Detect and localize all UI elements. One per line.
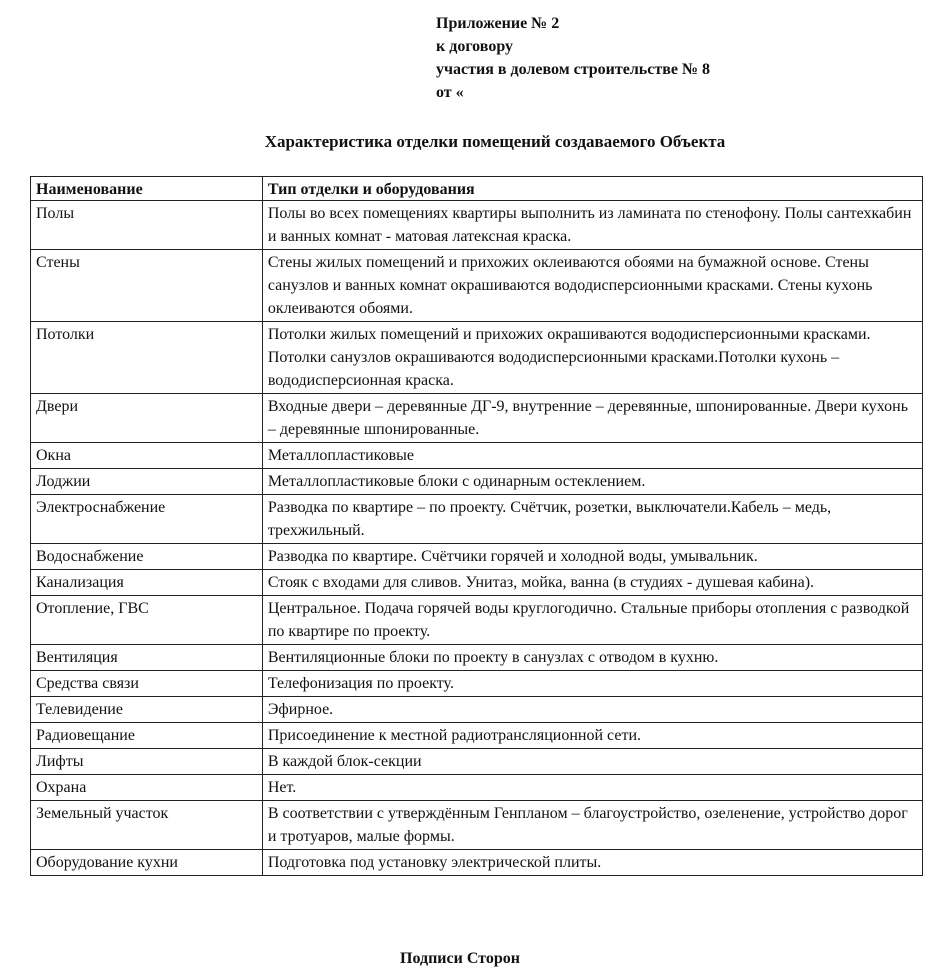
table-row: [31, 469, 923, 495]
appendix-header: [436, 12, 710, 104]
item-name-cell: Земельный участок: [31, 801, 263, 850]
finish-type-cell: Телефонизация по проекту.: [262, 671, 922, 697]
table-body: [31, 201, 923, 876]
finish-type-cell: Центральное. Подача горячей воды круглогодично. Стальные приборы отопления с разводкой по квартире по проекту.: [262, 596, 922, 645]
finish-type-cell: Разводка по квартире. Счётчики горячей и холодной воды, умывальник.: [262, 544, 922, 570]
finish-type-cell: Вентиляционные блоки по проекту в санузлах с отводом в кухню.: [262, 645, 922, 671]
column-header-name: Наименование: [31, 177, 263, 201]
item-name-cell: Оборудование кухни: [31, 850, 263, 876]
table-row: [31, 201, 923, 250]
table-row: [31, 697, 923, 723]
finish-type-cell: Полы во всех помещениях квартиры выполнить из ламината по стенофону. Полы сантехкабин и ванных комнат - матовая латексная краска.: [262, 201, 922, 250]
finishing-table: [30, 176, 923, 876]
appendix-number: Приложение № 2: [436, 15, 560, 32]
item-name-cell: Канализация: [31, 570, 263, 596]
table-row: [31, 250, 923, 322]
finish-type-cell: Металлопластиковые блоки с одинарным остеклением.: [262, 469, 922, 495]
table-row: [31, 544, 923, 570]
table-row: [31, 322, 923, 394]
column-header-finish-type: Тип отделки и оборудования: [262, 177, 922, 201]
table-row: [31, 570, 923, 596]
finish-type-cell: Присоединение к местной радиотрансляционной сети.: [262, 723, 922, 749]
item-name-cell: Охрана: [31, 775, 263, 801]
item-name-cell: Стены: [31, 250, 263, 322]
item-name-cell: Лифты: [31, 749, 263, 775]
item-name-cell: Отопление, ГВС: [31, 596, 263, 645]
item-name-cell: Потолки: [31, 322, 263, 394]
finish-type-cell: Подготовка под установку электрической плиты.: [262, 850, 922, 876]
table-row: [31, 749, 923, 775]
table-row: [31, 394, 923, 443]
table-row: [31, 443, 923, 469]
signatures-heading: Подписи Сторон: [400, 950, 520, 967]
item-name-cell: Средства связи: [31, 671, 263, 697]
finish-type-cell: Разводка по квартире – по проекту. Счётчик, розетки, выключатели.Кабель – медь, трехжильный.: [262, 495, 922, 544]
table-row: [31, 495, 923, 544]
item-name-cell: Лоджии: [31, 469, 263, 495]
finish-type-cell: Стены жилых помещений и прихожих оклеиваются обоями на бумажной основе. Стены санузлов и ванных комнат окрашиваются вододисперсионными красками. Стены кухонь оклеиваются обоями.: [262, 250, 922, 322]
finish-type-cell: В соответствии с утверждённым Генпланом – благоустройство, озеленение, устройство дорог и тротуаров, малые формы.: [262, 801, 922, 850]
table-row: [31, 850, 923, 876]
item-name-cell: Телевидение: [31, 697, 263, 723]
contract-date: от «: [436, 84, 464, 101]
contract-type: участия в долевом строительстве № 8: [436, 61, 711, 78]
item-name-cell: Окна: [31, 443, 263, 469]
table-row: [31, 723, 923, 749]
finish-type-cell: Стояк с входами для сливов. Унитаз, мойка, ванна (в студиях - душевая кабина).: [262, 570, 922, 596]
finish-type-cell: Эфирное.: [262, 697, 922, 723]
table-row: [31, 671, 923, 697]
item-name-cell: Вентиляция: [31, 645, 263, 671]
item-name-cell: Полы: [31, 201, 263, 250]
finish-type-cell: Металлопластиковые: [262, 443, 922, 469]
finish-type-cell: Потолки жилых помещений и прихожих окрашиваются вододисперсионными красками. Потолки санузлов окрашиваются вододисперсионными красками.Потолки кухонь – вододисперсионная краска.: [262, 322, 922, 394]
item-name-cell: Радиовещание: [31, 723, 263, 749]
finish-type-cell: В каждой блок-секции: [262, 749, 922, 775]
table-row: [31, 775, 923, 801]
table-row: [31, 801, 923, 850]
contract-reference: к договору: [436, 38, 513, 55]
item-name-cell: Водоснабжение: [31, 544, 263, 570]
document-title: Характеристика отделки помещений создаваемого Объекта: [264, 132, 726, 151]
finish-type-cell: Входные двери – деревянные ДГ-9, внутренние – деревянные, шпонированные. Двери кухонь – деревянные шпонированные.: [262, 394, 922, 443]
table-header-row: [31, 177, 923, 201]
table-row: [31, 645, 923, 671]
finish-type-cell: Нет.: [262, 775, 922, 801]
item-name-cell: Двери: [31, 394, 263, 443]
table-row: [31, 596, 923, 645]
item-name-cell: Электроснабжение: [31, 495, 263, 544]
